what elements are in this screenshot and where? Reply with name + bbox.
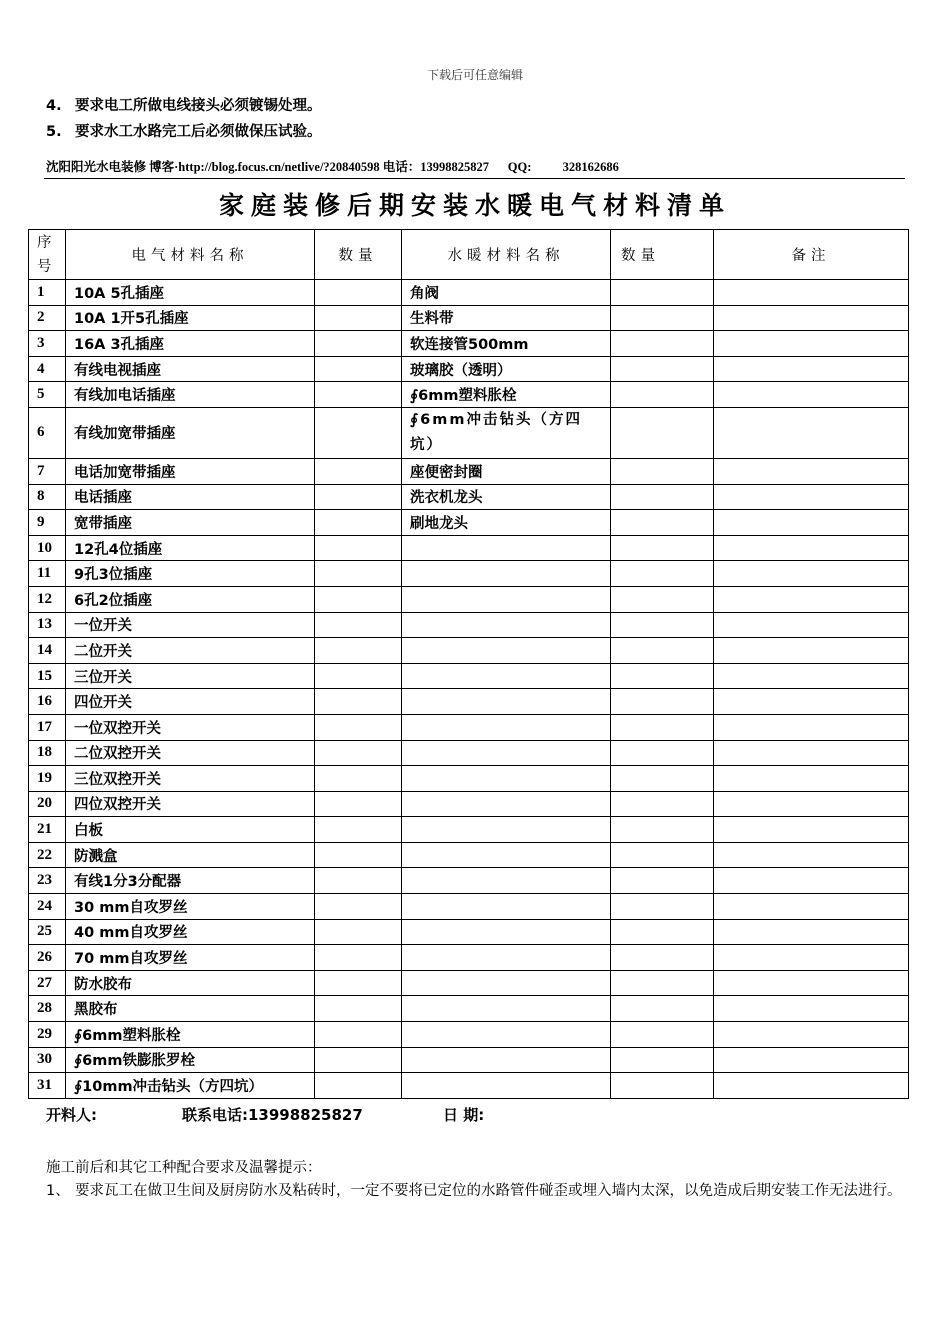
note-number: 5.: [46, 124, 62, 140]
tip-text: 要求瓦工在做卫生间及厨房防水及粘砖时，一定不要将已定位的水路管件碰歪或埋入墙内太深，以免造成后期安装工作无法进行。: [75, 1183, 902, 1199]
water-material-cell: [402, 919, 611, 945]
elec-material-cell: 电话加宽带插座: [66, 458, 315, 484]
seq: 28: [29, 996, 66, 1022]
table-row: [29, 1073, 909, 1099]
table-row: [29, 868, 909, 894]
elec-material-cell: 电话插座: [66, 484, 315, 510]
elec-material-cell: 三位开关: [66, 663, 315, 689]
water-material-cell: [402, 1047, 611, 1073]
table-row: [29, 970, 909, 996]
remark-cell: [714, 586, 909, 612]
water-qty-cell: [611, 458, 714, 484]
water-material-cell: 生料带: [402, 305, 611, 331]
water-qty-cell: [611, 689, 714, 715]
seq: 2: [29, 305, 66, 331]
header-water-qty: 数量: [611, 230, 714, 280]
elec-qty-cell: [315, 458, 402, 484]
table-row: [29, 1047, 909, 1073]
elec-material-cell: 12孔4位插座: [66, 535, 315, 561]
issuer-label: 开料人:: [46, 1106, 97, 1124]
table-row: [29, 280, 909, 306]
table-row: [29, 535, 909, 561]
water-qty-cell: [611, 407, 714, 458]
water-material-cell: [402, 561, 611, 587]
tip-number: 1、: [46, 1183, 70, 1199]
elec-qty-cell: [315, 407, 402, 458]
header-elec-qty: 数量: [315, 230, 402, 280]
elec-material-cell: 16A 3孔插座: [66, 331, 315, 357]
elec-qty-cell: [315, 382, 402, 408]
remark-cell: [714, 919, 909, 945]
water-material-cell: 洗衣机龙头: [402, 484, 611, 510]
remark-cell: [714, 894, 909, 920]
seq: 8: [29, 484, 66, 510]
table-row: [29, 638, 909, 664]
water-qty-cell: [611, 484, 714, 510]
water-qty-cell: [611, 638, 714, 664]
water-material-cell: [402, 996, 611, 1022]
seq: 23: [29, 868, 66, 894]
table-row: [29, 484, 909, 510]
elec-material-cell: 有线1分3分配器: [66, 868, 315, 894]
water-qty-cell: [611, 791, 714, 817]
table-row: [29, 331, 909, 357]
seq: 16: [29, 689, 66, 715]
table-row: [29, 689, 909, 715]
elec-material-cell: 10A 5孔插座: [66, 280, 315, 306]
water-material-cell: 软连接管500mm: [402, 331, 611, 357]
remark-cell: [714, 740, 909, 766]
elec-qty-cell: [315, 331, 402, 357]
elec-material-cell: 有线加宽带插座: [66, 407, 315, 458]
table-row: [29, 1022, 909, 1048]
water-qty-cell: [611, 561, 714, 587]
water-material-cell: [402, 1022, 611, 1048]
water-qty-cell: [611, 714, 714, 740]
elec-material-cell: 二位双控开关: [66, 740, 315, 766]
remark-cell: [714, 766, 909, 792]
seq: 31: [29, 1073, 66, 1099]
water-qty-cell: [611, 280, 714, 306]
table-row: [29, 945, 909, 971]
table-row: [29, 842, 909, 868]
elec-qty-cell: [315, 280, 402, 306]
water-qty-cell: [611, 740, 714, 766]
elec-qty-cell: [315, 689, 402, 715]
remark-cell: [714, 996, 909, 1022]
remark-cell: [714, 817, 909, 843]
water-qty-cell: [611, 535, 714, 561]
elec-qty-cell: [315, 894, 402, 920]
elec-qty-cell: [315, 561, 402, 587]
remark-cell: [714, 638, 909, 664]
table-row: [29, 817, 909, 843]
remark-cell: [714, 689, 909, 715]
remark-cell: [714, 331, 909, 357]
elec-material-cell: ∮6mm塑料胀栓: [66, 1022, 315, 1048]
seq: 9: [29, 510, 66, 536]
water-qty-cell: [611, 1022, 714, 1048]
water-material-cell: 刷地龙头: [402, 510, 611, 536]
remark-cell: [714, 1022, 909, 1048]
seq: 5: [29, 382, 66, 408]
header-remark: 备注: [714, 230, 909, 280]
table-row: [29, 510, 909, 536]
table-row: [29, 740, 909, 766]
seq: 25: [29, 919, 66, 945]
water-qty-cell: [611, 868, 714, 894]
seq: 15: [29, 663, 66, 689]
water-material-cell: ∮6mm冲击钻头（方四坑）: [402, 407, 611, 458]
seq: 24: [29, 894, 66, 920]
elec-qty-cell: [315, 484, 402, 510]
materials-table: [28, 229, 909, 1099]
water-qty-cell: [611, 842, 714, 868]
elec-qty-cell: [315, 945, 402, 971]
date-label: 日 期:: [443, 1106, 485, 1124]
elec-material-cell: 有线加电话插座: [66, 382, 315, 408]
water-qty-cell: [611, 331, 714, 357]
header-divider: [44, 178, 905, 179]
water-material-cell: [402, 663, 611, 689]
elec-qty-cell: [315, 714, 402, 740]
elec-material-cell: ∮10mm冲击钻头（方四坑）: [66, 1073, 315, 1099]
table-row: [29, 612, 909, 638]
seq: 21: [29, 817, 66, 843]
elec-qty-cell: [315, 868, 402, 894]
seq: 22: [29, 842, 66, 868]
water-qty-cell: [611, 817, 714, 843]
remark-cell: [714, 484, 909, 510]
phone-label: 联系电话:13998825827: [182, 1106, 363, 1124]
elec-material-cell: 一位开关: [66, 612, 315, 638]
note-item: [46, 94, 322, 115]
water-qty-cell: [611, 510, 714, 536]
seq: 19: [29, 766, 66, 792]
elec-qty-cell: [315, 638, 402, 664]
remark-cell: [714, 356, 909, 382]
seq: 17: [29, 714, 66, 740]
water-qty-cell: [611, 305, 714, 331]
elec-material-cell: 四位开关: [66, 689, 315, 715]
seq: 26: [29, 945, 66, 971]
water-material-cell: [402, 740, 611, 766]
elec-qty-cell: [315, 996, 402, 1022]
elec-material-cell: 6孔2位插座: [66, 586, 315, 612]
elec-qty-cell: [315, 970, 402, 996]
water-material-cell: 玻璃胶（透明）: [402, 356, 611, 382]
remark-cell: [714, 714, 909, 740]
tips-heading: 施工前后和其它工种配合要求及温馨提示：: [46, 1160, 322, 1176]
water-material-cell: ∮6mm塑料胀栓: [402, 382, 611, 408]
water-material-cell: [402, 766, 611, 792]
seq: 18: [29, 740, 66, 766]
table-row: [29, 894, 909, 920]
remark-cell: [714, 791, 909, 817]
water-material-cell: [402, 817, 611, 843]
header-seq: 序 号: [29, 230, 66, 280]
table-row: [29, 458, 909, 484]
remark-cell: [714, 561, 909, 587]
elec-qty-cell: [315, 510, 402, 536]
elec-qty-cell: [315, 919, 402, 945]
seq: 4: [29, 356, 66, 382]
elec-qty-cell: [315, 356, 402, 382]
table-row: [29, 766, 909, 792]
table-row: [29, 791, 909, 817]
elec-material-cell: 防水胶布: [66, 970, 315, 996]
elec-material-cell: 二位开关: [66, 638, 315, 664]
elec-material-cell: 有线电视插座: [66, 356, 315, 382]
elec-material-cell: 白板: [66, 817, 315, 843]
tip-item: [46, 1179, 906, 1204]
seq: 1: [29, 280, 66, 306]
elec-qty-cell: [315, 1047, 402, 1073]
elec-material-cell: 防溅盒: [66, 842, 315, 868]
elec-qty-cell: [315, 305, 402, 331]
water-material-cell: [402, 791, 611, 817]
elec-material-cell: 宽带插座: [66, 510, 315, 536]
remark-cell: [714, 868, 909, 894]
remark-cell: [714, 1047, 909, 1073]
remark-cell: [714, 280, 909, 306]
elec-material-cell: 30 mm自攻罗丝: [66, 894, 315, 920]
elec-qty-cell: [315, 535, 402, 561]
water-qty-cell: [611, 382, 714, 408]
document-title: 家庭装修后期安装水暖电气材料清单: [218, 191, 731, 220]
table-row: [29, 382, 909, 408]
water-material-cell: [402, 689, 611, 715]
seq: 11: [29, 561, 66, 587]
note-text: 要求电工所做电线接头必须镀锡处理。: [75, 98, 322, 114]
watermark-text: 下载后可任意编辑: [426, 68, 523, 82]
elec-qty-cell: [315, 1022, 402, 1048]
elec-qty-cell: [315, 791, 402, 817]
elec-qty-cell: [315, 740, 402, 766]
elec-material-cell: 70 mm自攻罗丝: [66, 945, 315, 971]
table-row: [29, 356, 909, 382]
elec-material-cell: 10A 1开5孔插座: [66, 305, 315, 331]
water-material-cell: [402, 638, 611, 664]
note-item: [46, 120, 322, 141]
elec-qty-cell: [315, 663, 402, 689]
water-qty-cell: [611, 894, 714, 920]
table-row: [29, 714, 909, 740]
remark-cell: [714, 382, 909, 408]
elec-material-cell: 三位双控开关: [66, 766, 315, 792]
note-number: 4.: [46, 98, 62, 114]
water-qty-cell: [611, 766, 714, 792]
water-material-cell: [402, 894, 611, 920]
table-row: [29, 919, 909, 945]
water-qty-cell: [611, 970, 714, 996]
remark-cell: [714, 407, 909, 458]
remark-cell: [714, 1073, 909, 1099]
table-row: [29, 663, 909, 689]
elec-qty-cell: [315, 766, 402, 792]
seq: 10: [29, 535, 66, 561]
remark-cell: [714, 842, 909, 868]
seq: 6: [29, 407, 66, 458]
elec-material-cell: 四位双控开关: [66, 791, 315, 817]
header-elec-name: 电气材料名称: [66, 230, 315, 280]
elec-qty-cell: [315, 586, 402, 612]
water-material-cell: [402, 586, 611, 612]
seq: 30: [29, 1047, 66, 1073]
water-material-cell: [402, 970, 611, 996]
remark-cell: [714, 663, 909, 689]
remark-cell: [714, 510, 909, 536]
seq: 13: [29, 612, 66, 638]
water-qty-cell: [611, 919, 714, 945]
water-material-cell: 座便密封圈: [402, 458, 611, 484]
table-row: [29, 407, 909, 458]
water-material-cell: [402, 714, 611, 740]
water-material-cell: [402, 868, 611, 894]
water-qty-cell: [611, 1047, 714, 1073]
table-row: [29, 996, 909, 1022]
header-water-name: 水暖材料名称: [402, 230, 611, 280]
seq: 14: [29, 638, 66, 664]
water-material-cell: [402, 535, 611, 561]
water-qty-cell: [611, 612, 714, 638]
seq: 7: [29, 458, 66, 484]
table-header-row: [29, 230, 909, 280]
water-material-cell: [402, 612, 611, 638]
remark-cell: [714, 970, 909, 996]
water-material-cell: [402, 945, 611, 971]
contact-line: 沈阳阳光水电装修 博客·http://blog.focus.cn/netlive/?20840598 电话：13998825827 QQ: 328162686: [46, 160, 619, 174]
elec-material-cell: 一位双控开关: [66, 714, 315, 740]
elec-qty-cell: [315, 842, 402, 868]
note-text: 要求水工水路完工后必须做保压试验。: [75, 124, 322, 140]
seq: 29: [29, 1022, 66, 1048]
remark-cell: [714, 305, 909, 331]
table-row: [29, 305, 909, 331]
water-qty-cell: [611, 1073, 714, 1099]
water-material-cell: 角阀: [402, 280, 611, 306]
remark-cell: [714, 458, 909, 484]
table-row: [29, 586, 909, 612]
water-qty-cell: [611, 663, 714, 689]
water-qty-cell: [611, 996, 714, 1022]
seq: 20: [29, 791, 66, 817]
elec-material-cell: 黑胶布: [66, 996, 315, 1022]
elec-qty-cell: [315, 612, 402, 638]
seq: 27: [29, 970, 66, 996]
remark-cell: [714, 535, 909, 561]
elec-material-cell: 9孔3位插座: [66, 561, 315, 587]
remark-cell: [714, 612, 909, 638]
water-material-cell: [402, 1073, 611, 1099]
water-qty-cell: [611, 586, 714, 612]
water-qty-cell: [611, 945, 714, 971]
elec-material-cell: ∮6mm铁膨胀罗栓: [66, 1047, 315, 1073]
water-qty-cell: [611, 356, 714, 382]
elec-qty-cell: [315, 817, 402, 843]
water-material-cell: [402, 842, 611, 868]
elec-qty-cell: [315, 1073, 402, 1099]
remark-cell: [714, 945, 909, 971]
seq: 12: [29, 586, 66, 612]
seq: 3: [29, 331, 66, 357]
table-row: [29, 561, 909, 587]
elec-material-cell: 40 mm自攻罗丝: [66, 919, 315, 945]
